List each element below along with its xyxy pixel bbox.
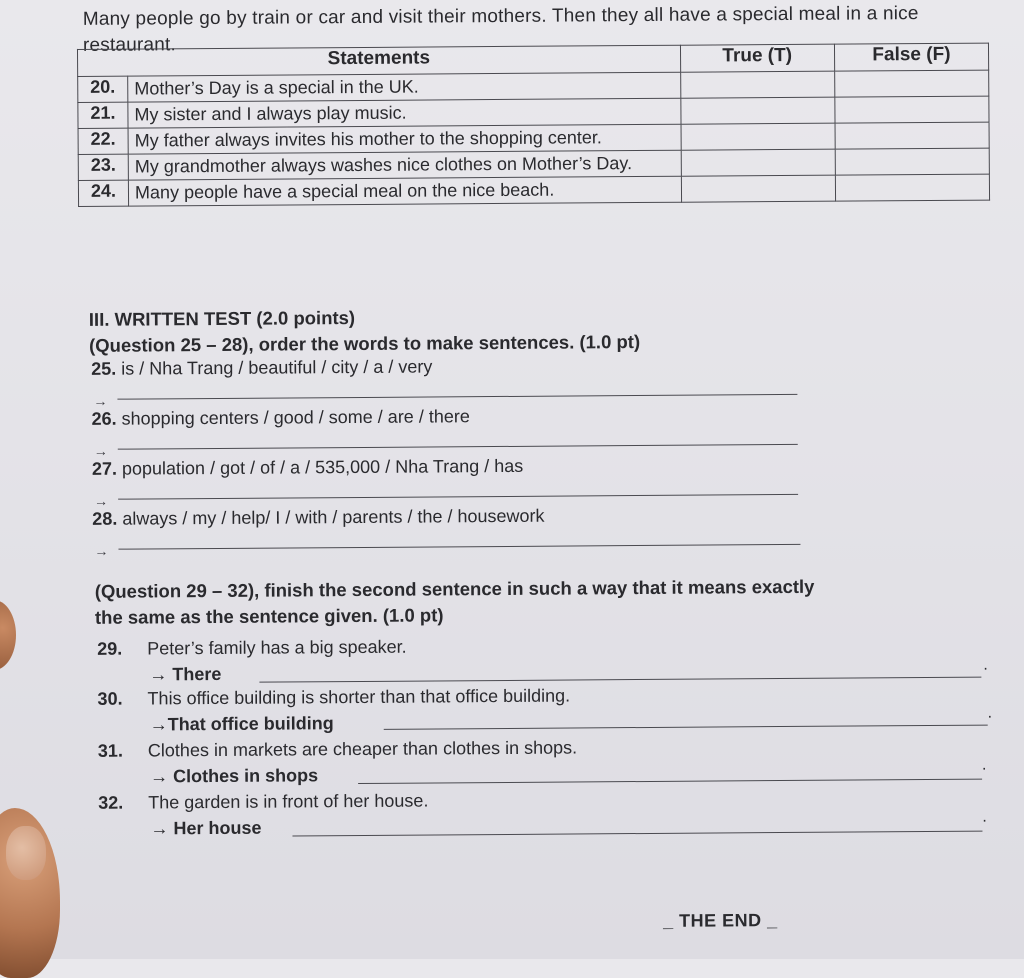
answer-start: →That office building xyxy=(149,713,334,735)
answer-line-25[interactable] xyxy=(117,394,797,400)
answer-line-27[interactable] xyxy=(118,494,798,500)
question-words: is / Nha Trang / beautiful / city / a / very xyxy=(121,356,433,379)
question-number: 29. xyxy=(97,638,123,659)
row-statement: Mother’s Day is a special in the UK. xyxy=(128,72,681,102)
given-sentence: Clothes in markets are cheaper than clothes in shops. xyxy=(147,737,578,761)
the-end-label: _ THE END _ xyxy=(663,910,778,931)
intro-paragraph: Many people go by train or car and visit their mothers. Then they all have a special meal in a nice restaurant. xyxy=(82,3,919,56)
row-number: 21. xyxy=(78,102,128,128)
given-sentence: Peter’s family has a big speaker. xyxy=(147,636,407,659)
question-27 xyxy=(92,456,523,480)
question-number: 26. xyxy=(91,408,117,429)
true-cell[interactable] xyxy=(681,175,835,202)
answer-start: → There xyxy=(149,663,222,685)
question-25 xyxy=(91,356,432,379)
period: . xyxy=(987,704,993,722)
true-cell[interactable] xyxy=(680,97,834,124)
row-statement: My father always invites his mother to the shopping center. xyxy=(128,124,681,154)
header-true: True (T) xyxy=(680,44,834,72)
header-statements: Statements xyxy=(77,45,680,76)
period: . xyxy=(983,656,988,674)
answer-line-30[interactable] xyxy=(384,725,988,730)
answer-line-28[interactable] xyxy=(118,544,800,550)
false-cell[interactable] xyxy=(835,148,989,175)
fingernail xyxy=(6,826,46,880)
false-cell[interactable] xyxy=(835,122,989,149)
question-number: 25. xyxy=(91,358,117,379)
question-29 xyxy=(97,637,407,660)
answer-line-29[interactable] xyxy=(259,677,981,683)
question-32 xyxy=(98,791,428,814)
question-number: 31. xyxy=(97,740,123,761)
question-number: 32. xyxy=(98,792,124,813)
true-false-table xyxy=(77,43,990,207)
row-statement: Many people have a special meal on the nice beach. xyxy=(128,176,681,206)
row-statement: My sister and I always play music. xyxy=(128,98,681,128)
false-cell[interactable] xyxy=(835,174,989,201)
question-28 xyxy=(92,506,544,530)
row-number: 20. xyxy=(78,76,128,102)
true-cell[interactable] xyxy=(681,123,835,150)
question-30 xyxy=(97,686,570,710)
question-number: 27. xyxy=(91,458,118,479)
part2-instruction-line1: (Question 29 – 32), finish the second sentence in such a way that it means exactly xyxy=(94,575,815,602)
question-number: 28. xyxy=(92,508,118,529)
answer-line-31[interactable] xyxy=(358,779,982,784)
true-cell[interactable] xyxy=(681,149,835,176)
arrow-icon: → xyxy=(94,542,109,559)
header-false: False (F) xyxy=(834,43,988,71)
arrow-icon: → xyxy=(93,392,108,409)
given-sentence: This office building is shorter than that office building. xyxy=(147,685,571,709)
arrow-icon: → xyxy=(94,492,109,509)
given-sentence: The garden is in front of her house. xyxy=(148,790,429,813)
question-26 xyxy=(91,406,469,430)
section-title: III. WRITTEN TEST (2.0 points) xyxy=(88,307,356,330)
row-number: 22. xyxy=(78,128,128,154)
question-number: 30. xyxy=(97,688,123,709)
answer-line-26[interactable] xyxy=(118,444,798,450)
part2-instruction-line2: the same as the sentence given. (1.0 pt) xyxy=(94,604,444,628)
true-cell[interactable] xyxy=(680,71,834,98)
answer-start: → Her house xyxy=(150,817,262,839)
answer-start: → Clothes in shops xyxy=(149,765,319,787)
arrow-icon: → xyxy=(93,442,108,459)
question-words: always / my / help/ I / with / parents / the / housework xyxy=(122,505,545,529)
row-number: 23. xyxy=(78,154,128,180)
question-words: population / got / of / a / 535,000 / Nha Trang / has xyxy=(121,455,524,479)
false-cell[interactable] xyxy=(835,96,989,123)
question-31 xyxy=(98,737,577,761)
period: . xyxy=(981,756,987,774)
false-cell[interactable] xyxy=(834,70,988,97)
answer-line-32[interactable] xyxy=(292,831,982,837)
part1-instruction: (Question 25 – 28), order the words to make sentences. (1.0 pt) xyxy=(88,331,641,356)
question-words: shopping centers / good / some / are / there xyxy=(121,406,470,429)
period: . xyxy=(982,808,987,826)
row-statement: My grandmother always washes nice clothes on Mother’s Day. xyxy=(128,150,681,180)
row-number: 24. xyxy=(78,180,128,206)
